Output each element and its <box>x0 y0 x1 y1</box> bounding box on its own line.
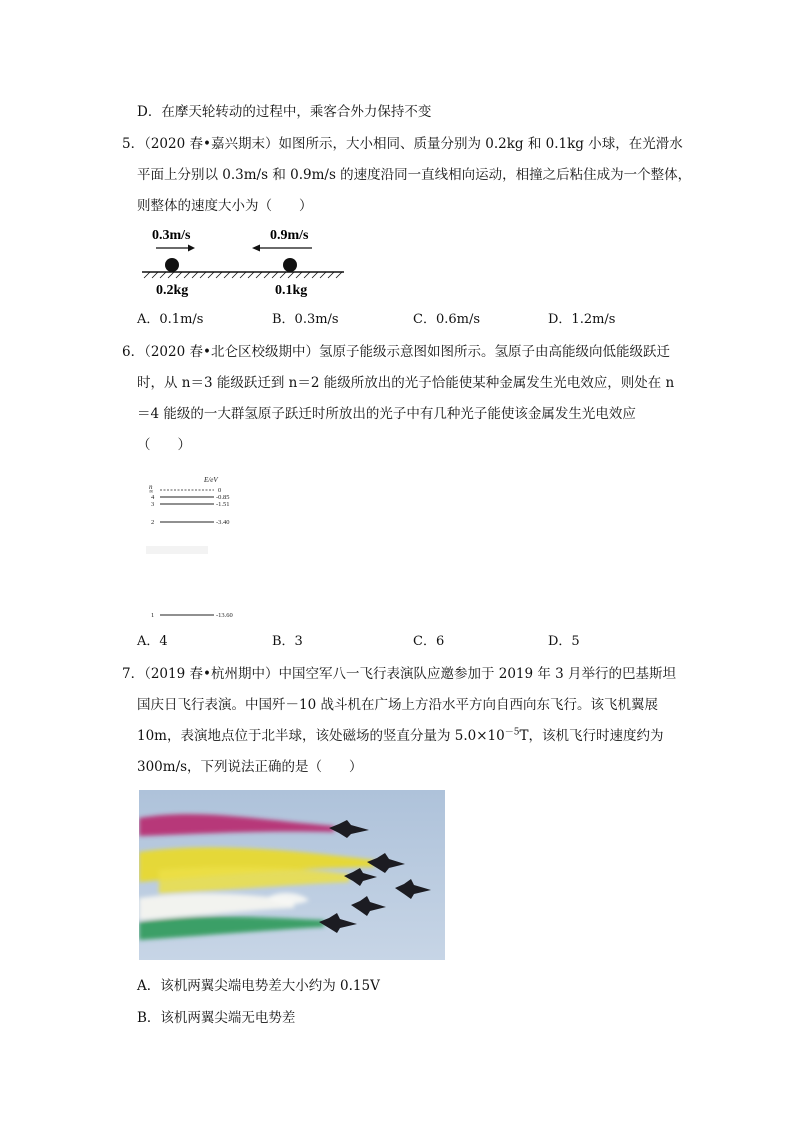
q7-line3-post: T，该机飞行时速度约为 <box>519 728 664 744</box>
q7-line3 <box>137 726 663 746</box>
q6-line3: ＝4 能级的一大群氢原子跃迁时所放出的光子中有几种光子能使该金属发生光电效应 <box>137 406 636 422</box>
q7-option-b: B．该机两翼尖端无电势差 <box>137 1010 296 1026</box>
q6-level2-n: 2 <box>151 519 155 526</box>
q7-line3-pre: 10m，表演地点位于北半球，该处磁场的竖直分量为 5.0×10 <box>137 728 505 744</box>
q6-level-inf-energy: 0 <box>218 487 222 494</box>
q6-level1-energy: -13.60 <box>216 612 233 619</box>
q6-option-d: D．5 <box>548 634 580 649</box>
q7-line1: 7．（2019 春•杭州期中）中国空军八一飞行表演队应邀参加于 2019 年 3 月举行的巴基斯坦 <box>122 666 677 682</box>
q5-option-c: C．0.6m/s <box>413 312 480 327</box>
q6-energy-diagram <box>140 468 260 626</box>
q6-level4-energy: -0.85 <box>216 494 230 501</box>
q5-option-d: D．1.2m/s <box>548 312 616 327</box>
q5-ball-1 <box>165 258 179 272</box>
q6-line4: （ ） <box>137 437 191 453</box>
q5-line1: 5．（2020 春•嘉兴期末）如图所示，大小相同、质量分别为 0.2kg 和 0.1kg 小球，在光滑水 <box>122 136 683 152</box>
q5-v2-label: 0.9m/s <box>270 228 309 243</box>
q6-e-label: E/eV <box>204 476 218 484</box>
q6-level3-energy: -1.51 <box>216 501 230 508</box>
q5-line2: 平面上分别以 0.3m/s 和 0.9m/s 的速度沿同一直线相向运动，相撞之后粘住成为一个整体， <box>137 167 692 183</box>
q7-line2: 国庆日飞行表演。中国歼－10 战斗机在广场上方沿水平方向自西向东飞行。该飞机翼展 <box>137 697 658 713</box>
q6-option-a: A．4 <box>137 634 168 649</box>
q5-v1-label: 0.3m/s <box>152 228 191 243</box>
q6-inf-label: ∞ <box>149 489 154 495</box>
q5-option-b: B．0.3m/s <box>272 312 339 327</box>
q6-line1: 6．（2020 春•北仑区校级期中）氢原子能级示意图如图所示。氢原子由高能级向低能级跃迁 <box>122 344 670 360</box>
q6-level2-energy: -3.40 <box>216 519 230 526</box>
q7-jets-photo <box>139 790 445 960</box>
q5-m1-label: 0.2kg <box>156 283 189 298</box>
q5-line3: 则整体的速度大小为（ ） <box>137 198 313 214</box>
q6-n-label: n <box>149 483 153 491</box>
q5-ground-hatching <box>144 272 342 278</box>
q6-option-c: C．6 <box>413 634 445 649</box>
q6-option-b: B．3 <box>272 634 303 649</box>
q5-m2-label: 0.1kg <box>275 283 308 298</box>
q6-faint-watermark <box>146 546 208 554</box>
q7-line4: 300m/s，下列说法正确的是（ ） <box>137 759 363 775</box>
q5-arrowhead-left <box>252 245 260 252</box>
q5-arrowhead-right <box>188 245 195 252</box>
q5-option-a: A．0.1m/s <box>137 312 204 327</box>
q6-level1-n: 1 <box>151 612 155 619</box>
q5-figure <box>140 222 350 302</box>
q5-ball-2 <box>283 258 297 272</box>
q6-line2: 时，从 n＝3 能级跃迁到 n＝2 能级所放出的光子恰能使某种金属发生光电效应，则处在 n <box>137 375 675 391</box>
q7-line3-exponent: －5 <box>504 727 520 738</box>
q6-level3-n: 3 <box>151 501 155 508</box>
q7-option-a: A．该机两翼尖端电势差大小约为 0.15V <box>137 978 380 994</box>
q6-level4-n: 4 <box>151 494 155 501</box>
option-d-prev: D．在摩天轮转动的过程中，乘客合外力保持不变 <box>137 104 432 120</box>
